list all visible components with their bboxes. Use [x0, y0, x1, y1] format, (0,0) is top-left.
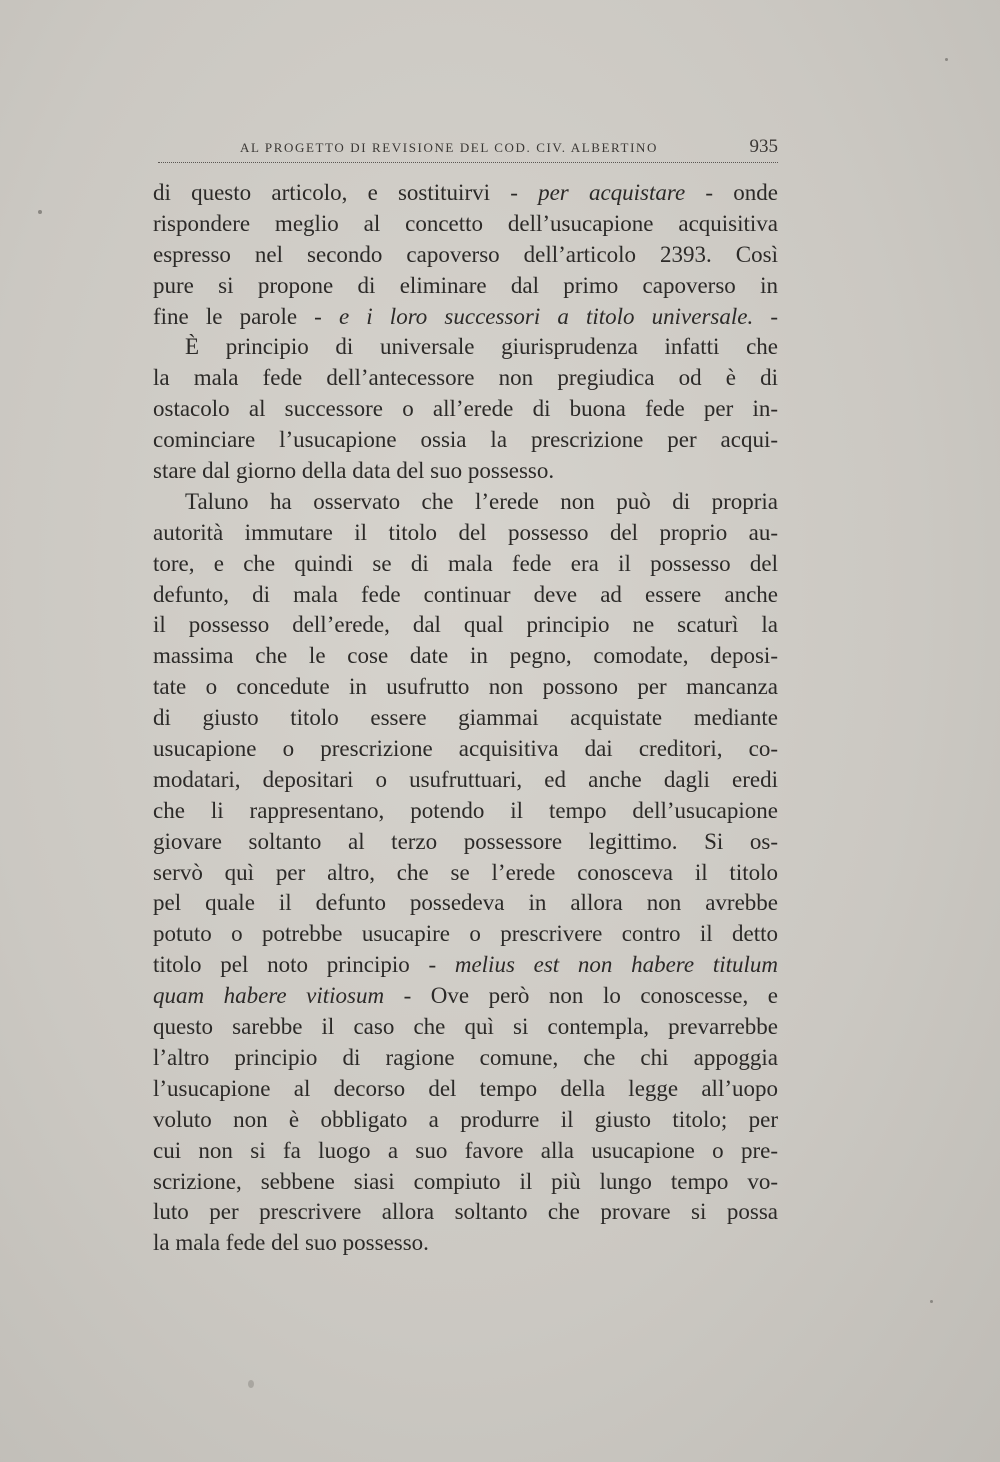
text-line: stare dal giorno della data del suo possesso. — [153, 458, 555, 484]
running-head — [158, 136, 778, 163]
text-line: il possesso dell’erede, dal qual principio ne scaturì la — [153, 612, 778, 638]
text-line: servò quì per altro, che se l’erede conosceva il titolo — [153, 859, 778, 885]
text-line: giovare soltanto al terzo possessore legittimo. Si os- — [153, 828, 778, 854]
text-line: È principio di universale giurisprudenza infatti che — [185, 334, 778, 360]
text-line: che li rappresentano, potendo il tempo dell’usucapione — [153, 797, 778, 823]
text-line: luto per prescrivere allora soltanto che provare si possa — [153, 1199, 778, 1225]
text-line: titolo pel noto principio - melius est non habere titulum — [153, 952, 778, 978]
text-line: Taluno ha osservato che l’erede non può di propria — [185, 488, 778, 514]
paper-speck — [930, 1300, 933, 1303]
text-line: rispondere meglio al concetto dell’usucapione acquisitiva — [153, 210, 778, 236]
text-line: tore, e che quindi se di mala fede era il possesso del — [153, 550, 778, 576]
text-line: pure si propone di eliminare dal primo capoverso in — [153, 272, 778, 298]
text-line: potuto o potrebbe usucapire o prescrivere contro il detto — [153, 921, 778, 947]
paper-speck — [248, 1380, 254, 1388]
text-line: di giusto titolo essere giammai acquistate mediante — [153, 705, 778, 731]
text-line: cui non si fa luogo a suo favore alla usucapione o pre- — [153, 1137, 778, 1163]
text-line: autorità immutare il titolo del possesso del proprio au- — [153, 519, 778, 545]
body-text — [153, 178, 778, 1259]
text-line: voluto non è obbligato a produrre il giusto titolo; per — [153, 1106, 778, 1132]
running-title: AL PROGETTO DI REVISIONE DEL COD. CIV. ALBERTINO — [240, 140, 658, 155]
text-line: usucapione o prescrizione acquisitiva dai creditori, co- — [153, 736, 778, 762]
text-line: tate o concedute in usufrutto non possono per mancanza — [153, 674, 778, 700]
text-line: modatari, depositari o usufruttuari, ed anche dagli eredi — [153, 766, 778, 792]
text-line: questo sarebbe il caso che quì si contempla, prevarrebbe — [153, 1014, 778, 1040]
text-line: scrizione, sebbene siasi compiuto il più lungo tempo vo- — [153, 1168, 778, 1194]
text-line: quam habere vitiosum - Ove però non lo conoscesse, e — [153, 983, 778, 1009]
text-line: espresso nel secondo capoverso dell’articolo 2393. Così — [153, 241, 778, 267]
text-line: pel quale il defunto possedeva in allora non avrebbe — [153, 890, 778, 916]
text-line: l’altro principio di ragione comune, che chi appoggia — [153, 1044, 778, 1070]
text-line: cominciare l’usucapione ossia la prescrizione per acqui- — [153, 427, 778, 453]
text-line: defunto, di mala fede continuar deve ad essere anche — [153, 581, 778, 607]
paper-speck — [38, 210, 42, 214]
text-line: fine le parole - e i loro successori a titolo universale. - — [153, 303, 778, 329]
text-line: l’usucapione al decorso del tempo della legge all’uopo — [153, 1075, 778, 1101]
page-number: 935 — [749, 136, 778, 157]
text-line: ostacolo al successore o all’erede di buona fede per in- — [153, 396, 778, 422]
text-line: la mala fede dell’antecessore non pregiudica od è di — [153, 365, 778, 391]
text-line: massima che le cose date in pegno, comodate, deposi- — [153, 643, 778, 669]
text-line: la mala fede del suo possesso. — [153, 1230, 429, 1256]
paper-speck — [945, 58, 948, 61]
text-line: di questo articolo, e sostituirvi - per acquistare - onde — [153, 180, 778, 205]
